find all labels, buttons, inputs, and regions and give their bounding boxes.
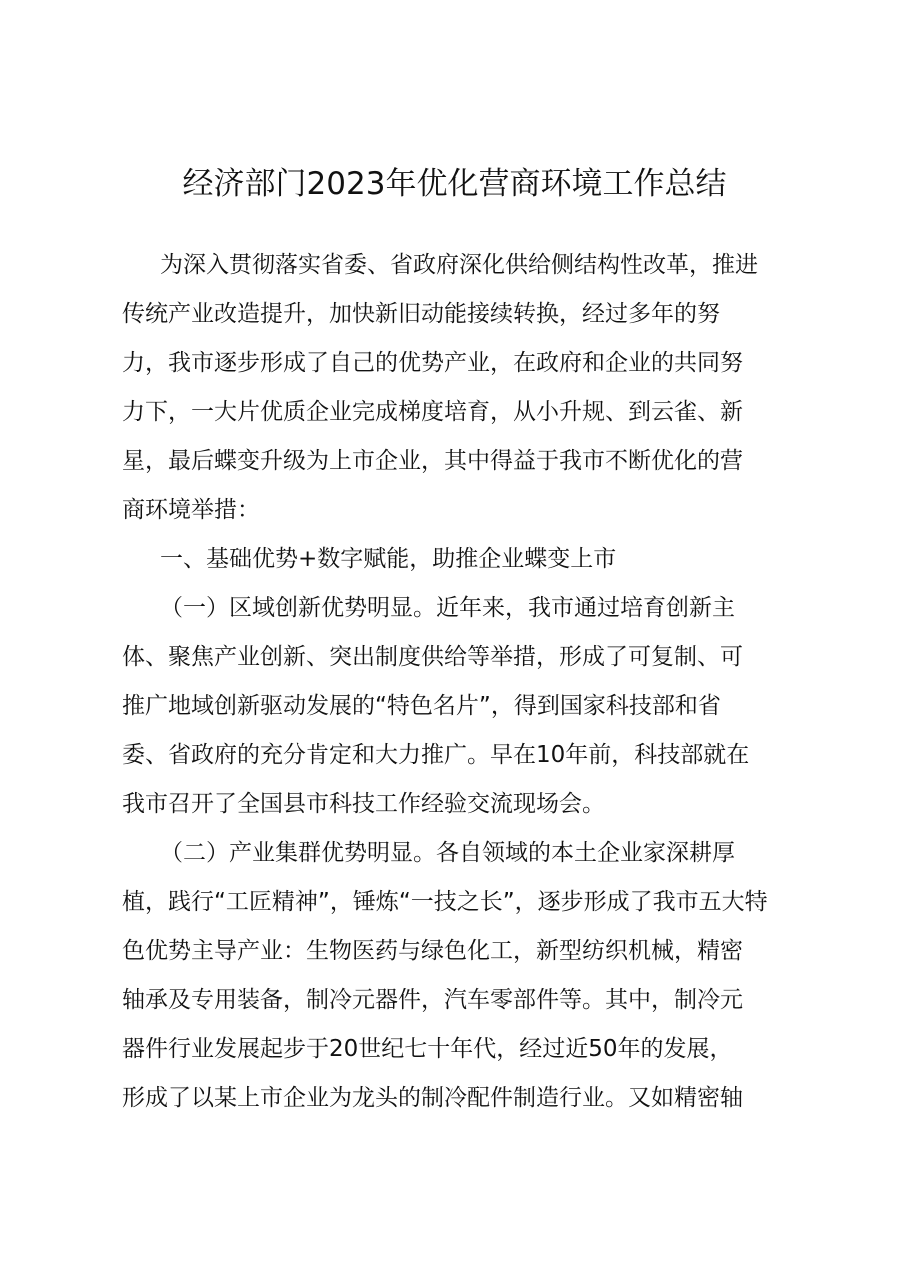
paragraph-line: 为深入贯彻落实省委、省政府深化供给侧结构性改革，推进	[160, 252, 758, 278]
paragraph-line: 传统产业改造提升，加快新旧动能接续转换，经过多年的努	[122, 301, 720, 327]
paragraph-line: 体、聚焦产业创新、突出制度供给等举措，形成了可复制、可	[122, 644, 743, 670]
paragraph-line: 力，我市逐步形成了自己的优势产业，在政府和企业的共同努	[122, 350, 743, 376]
section-heading: 一、基础优势+数字赋能，助推企业蝶变上市	[160, 546, 617, 572]
paragraph-line: 商环境举措：	[122, 497, 260, 523]
paragraph-line: 委、省政府的充分肯定和大力推广。早在10年前，科技部就在	[122, 742, 750, 768]
paragraph-line: （二）产业集群优势明显。各自领域的本土企业家深耕厚	[160, 840, 735, 866]
paragraph-line: 我市召开了全国县市科技工作经验交流现场会。	[122, 791, 605, 817]
paragraph-line: 力下，一大片优质企业完成梯度培育，从小升规、到云雀、新	[122, 399, 743, 425]
paragraph-line: 植，践行“工匠精神”，锤炼“一技之长”，逐步形成了我市五大特	[122, 889, 768, 915]
paragraph-line: 色优势主导产业：生物医药与绿色化工，新型纺织机械，精密	[122, 938, 743, 964]
paragraph-line: 轴承及专用装备，制冷元器件，汽车零部件等。其中，制冷元	[122, 987, 743, 1013]
paragraph-line: （一）区域创新优势明显。近年来，我市通过培育创新主	[160, 595, 735, 621]
paragraph-line: 星，最后蝶变升级为上市企业，其中得益于我市不断优化的营	[122, 448, 743, 474]
paragraph-line: 推广地域创新驱动发展的“特色名片”，得到国家科技部和省	[122, 693, 721, 719]
paragraph-line: 形成了以某上市企业为龙头的制冷配件制造行业。又如精密轴	[122, 1085, 743, 1111]
document-body	[122, 241, 802, 1123]
document-title: 经济部门2023年优化营商环境工作总结	[182, 166, 727, 202]
paragraph-line: 器件行业发展起步于20世纪七十年代，经过近50年的发展，	[122, 1036, 733, 1062]
